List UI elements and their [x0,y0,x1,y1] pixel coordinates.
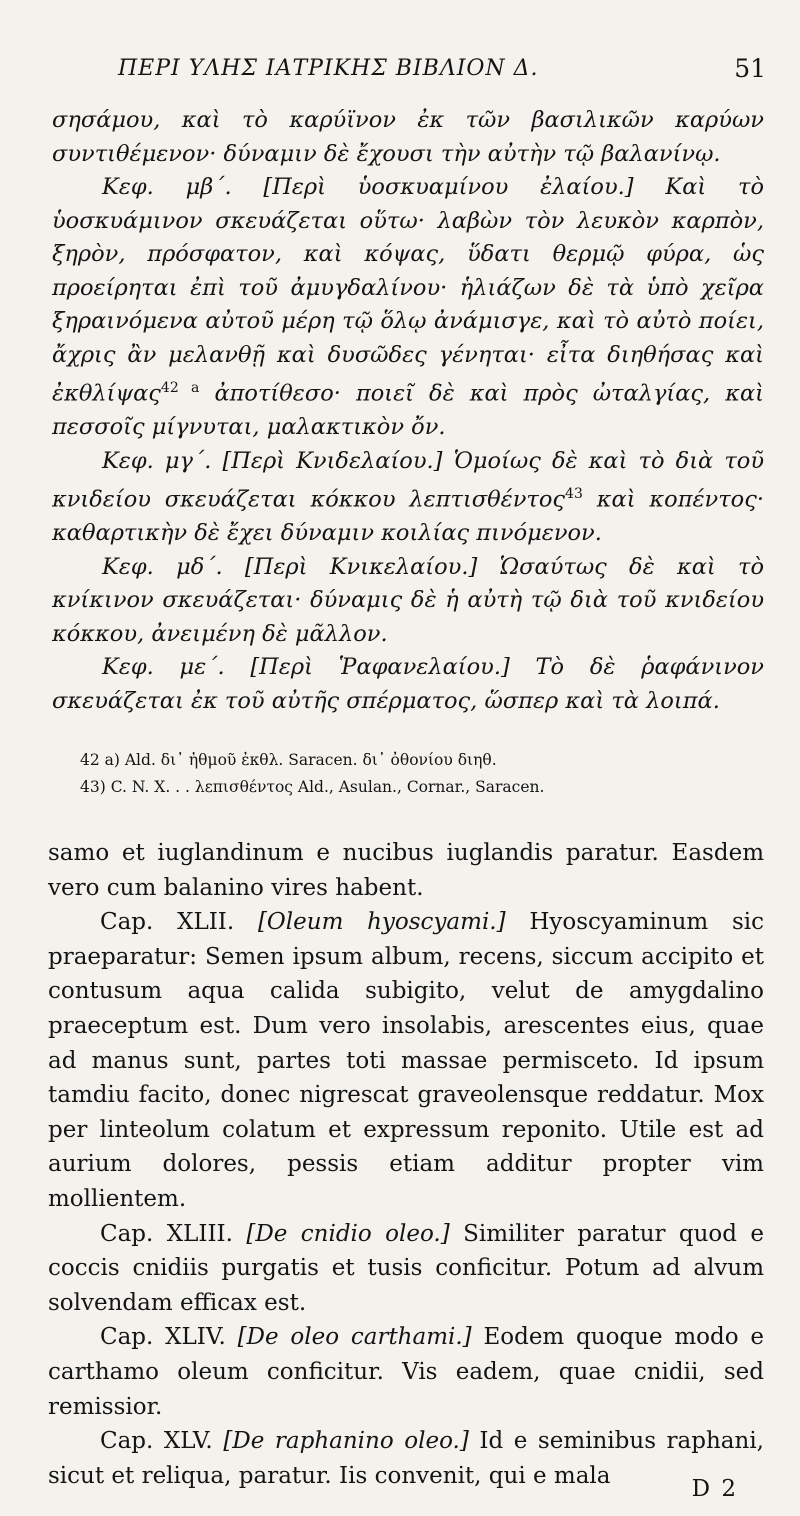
chapter-heading: Κεφ. μβ΄. [Περὶ ὑοσκυαμίνου ἐλαίου.] [102,174,634,200]
latin-paragraph-text: Hyoscyaminum sic praeparatur: Semen ipsum album, recens, siccum accipito et contusum aqua calida subigito, velut de amygdalino praeceptum est. Dum vero insolabis, arescentes eius, quae ad manus sunt, partes toti massae permisceto. Id ipsum tamdiu facito, donec nigrescat graveolensque reddatur. Mox per linteolum colatum et expressum reponito. Utile est ad aurium dolores, pessis etiam additur propter vim mollientem. [48,909,764,1212]
chapter-heading: Κεφ. με΄. [Περὶ Ῥαφανελαίου.] [102,654,510,680]
greek-paragraph-text: Τὸ δὲ ῥαφάνινον σκευάζεται ἐκ τοῦ αὐτῆς σπέρματος, ὥσπερ καὶ τὰ λοιπά. [52,654,764,714]
chapter-heading: Cap. XLIII. [100,1220,233,1247]
chapter-heading: Cap. XLIV. [100,1324,226,1351]
chapter-heading: Κεφ. μγ΄. [Περὶ Κνιδελαίου.] [102,447,443,474]
greek-paragraph-text: σησάμου, καὶ τὸ καρύϊνον ἐκ τῶν βασιλικῶν καρύων συντιθέμενον· δύναμιν δὲ ἔχουσι τὴν αὐτὴν τῷ βαλανίνῳ. [52,107,764,167]
footnote-43: 43) C. N. X. . . λεπισθέντος Ald., Asulan., Cornar., Saracen. [80,778,545,796]
greek-paragraph-chapter-45 [52,651,764,718]
greek-paragraph [52,104,764,171]
chapter-title: [De raphanino oleo.] [223,1428,469,1455]
page-header [48,56,766,96]
latin-paragraph-chapter-45 [48,1424,764,1493]
greek-paragraph-text: Ὡσαύτως δὲ καὶ τὸ κνίκινον σκευάζεται· δύναμις δὲ ἡ αὐτὴ τῷ διὰ τοῦ κνιδείου κόκκου, ἀνειμένη δὲ μᾶλλον. [52,553,764,647]
latin-paragraph-text: Similiter paratur quod e coccis cnidiis purgatis et tusis conficitur. Potum ad alvum solvendam efficax est. [48,1220,765,1316]
running-title: ΠΕΡΙ ΥΛΗΣ ΙΑΤΡΙΚΗΣ ΒΙΒΛΙΟΝ Δ. [118,56,539,81]
latin-text-block [48,836,764,1493]
greek-paragraph-text: Καὶ τὸ ὑοσκυάμινον σκευάζεται οὕτω· λαβὼν τὸν λευκὸν καρπὸν, ξηρὸν, πρόσφατον, καὶ κόψας, ὕδατι θερμῷ φύρα, ὡς προείρηται ἐπὶ τοῦ ἀμυγδαλίνου· ἡλιάζων δὲ τὰ ὑπὸ χεῖρα ξηραινόμενα αὐτοῦ μέρη τῷ ὅλῳ ἀνάμισγε, καὶ τὸ αὐτὸ ποίει, ἄχρις ἂν μελανθῇ καὶ δυσῶδες γένηται· εἶτα διηθήσας καὶ ἐκθλίψας [52,174,765,407]
greek-paragraph-chapter-42 [52,171,764,445]
chapter-title: [De cnidio oleo.] [246,1220,450,1247]
chapter-title: [Oleum hyoscyami.] [257,909,506,936]
footnote-42a: 42 a) Ald. δι᾽ ἠθμοῦ ἐκθλ. Saracen. δι᾽ ὀθονίου διηθ. [80,751,497,769]
latin-paragraph-chapter-43 [48,1217,764,1321]
greek-paragraph-chapter-44 [52,551,764,652]
footnote-marker: 42 a [160,380,200,396]
greek-paragraph-text: ἀποτίθεσο· ποιεῖ δὲ καὶ πρὸς ὠταλγίας, καὶ πεσσοῖς μίγνυται, μαλακτικὸν ὄν. [52,380,764,440]
footnotes-block [80,747,770,801]
greek-text-block [52,104,764,718]
chapter-title: [De oleo carthami.] [237,1324,472,1351]
latin-paragraph-chapter-42 [48,905,764,1216]
signature-mark: D 2 [691,1476,738,1502]
chapter-heading: Κεφ. μδ΄. [Περὶ Κνικελαίου.] [102,553,478,580]
latin-paragraph-text: Eodem quoque modo e carthamo oleum conficitur. Vis eadem, quae cnidii, sed remissior. [48,1324,764,1420]
latin-paragraph: samo et iuglandinum e nucibus iuglandis paratur. Easdem vero cum balanino vires habent. [48,840,764,901]
latin-paragraph-text: Id e seminibus raphani, sicut et reliqua, paratur. Iis convenit, qui e mala [48,1428,764,1489]
greek-paragraph-chapter-43 [52,445,764,551]
footnote-marker: 43 [565,486,583,502]
latin-paragraph-chapter-44 [48,1320,764,1424]
chapter-heading: Cap. XLV. [100,1428,213,1455]
greek-paragraph-text: καὶ κοπέντος· καθαρτικὴν δὲ ἔχει δύναμιν κοιλίας πινόμενον. [52,486,764,546]
greek-paragraph-text: Ὁμοίως δὲ καὶ τὸ διὰ τοῦ κνιδείου σκευάζεται κόκκου λεπτισθέντος [52,447,764,513]
page-number: 51 [734,54,766,83]
chapter-heading: Cap. XLII. [100,909,235,936]
